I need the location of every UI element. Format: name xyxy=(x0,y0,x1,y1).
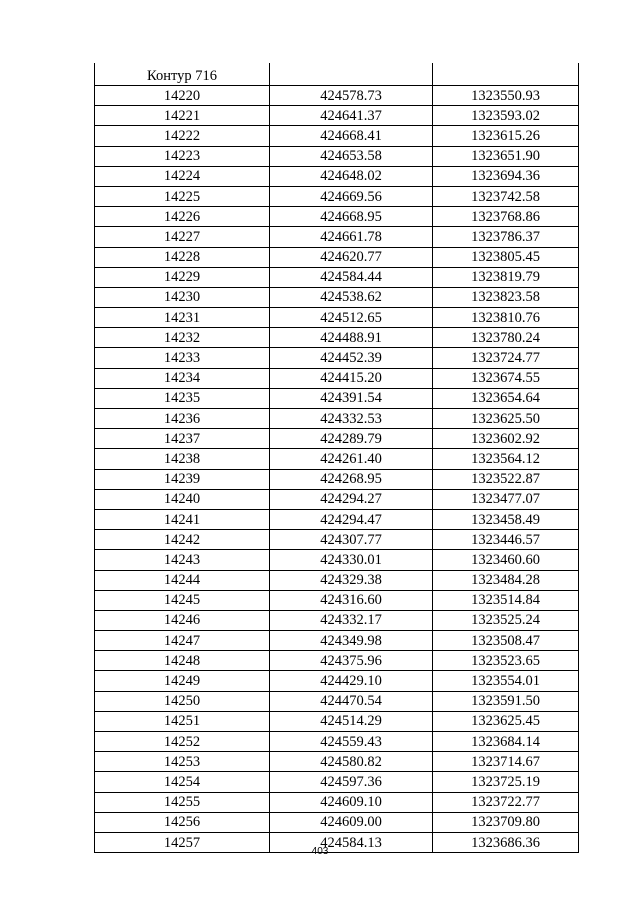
table-row xyxy=(95,146,579,166)
point-number-cell: 14235 xyxy=(95,388,270,408)
y-coordinate-cell: 1323458.49 xyxy=(433,509,579,529)
point-number-cell: 14222 xyxy=(95,126,270,146)
table-row xyxy=(95,570,579,590)
y-coordinate-cell: 1323819.79 xyxy=(433,267,579,287)
y-coordinate-cell: 1323714.67 xyxy=(433,752,579,772)
table-row xyxy=(95,610,579,630)
point-number-cell: 14256 xyxy=(95,812,270,832)
x-coordinate-cell: 424584.13 xyxy=(270,832,433,852)
x-coordinate-cell: 424514.29 xyxy=(270,711,433,731)
point-number-cell: 14226 xyxy=(95,207,270,227)
table-row xyxy=(95,126,579,146)
table-row xyxy=(95,106,579,126)
x-coordinate-cell: 424429.10 xyxy=(270,671,433,691)
x-coordinate-cell: 424349.98 xyxy=(270,631,433,651)
x-coordinate-cell: 424661.78 xyxy=(270,227,433,247)
table-row xyxy=(95,186,579,206)
y-coordinate-cell: 1323768.86 xyxy=(433,207,579,227)
y-coordinate-cell: 1323477.07 xyxy=(433,489,579,509)
point-number-cell: 14240 xyxy=(95,489,270,509)
table-row xyxy=(95,166,579,186)
table-row xyxy=(95,348,579,368)
table-row xyxy=(95,792,579,812)
table-row xyxy=(95,328,579,348)
y-coordinate-cell: 1323823.58 xyxy=(433,287,579,307)
point-number-cell: 14229 xyxy=(95,267,270,287)
table-row xyxy=(95,489,579,509)
contour-label: Контур 716 xyxy=(95,63,270,86)
point-number-cell: 14253 xyxy=(95,752,270,772)
table-row xyxy=(95,388,579,408)
x-coordinate-cell: 424391.54 xyxy=(270,388,433,408)
point-number-cell: 14241 xyxy=(95,509,270,529)
table-row xyxy=(95,449,579,469)
point-number-cell: 14254 xyxy=(95,772,270,792)
table-row xyxy=(95,812,579,832)
table-row xyxy=(95,287,579,307)
x-coordinate-cell: 424268.95 xyxy=(270,469,433,489)
y-coordinate-cell: 1323651.90 xyxy=(433,146,579,166)
table-row xyxy=(95,711,579,731)
x-coordinate-cell: 424653.58 xyxy=(270,146,433,166)
y-coordinate-cell: 1323593.02 xyxy=(433,106,579,126)
x-coordinate-cell: 424470.54 xyxy=(270,691,433,711)
table-row xyxy=(95,651,579,671)
y-coordinate-cell: 1323684.14 xyxy=(433,732,579,752)
y-coordinate-cell: 1323564.12 xyxy=(433,449,579,469)
x-coordinate-cell: 424307.77 xyxy=(270,530,433,550)
y-coordinate-cell: 1323625.45 xyxy=(433,711,579,731)
table-row xyxy=(95,469,579,489)
point-number-cell: 14257 xyxy=(95,832,270,852)
table-row xyxy=(95,207,579,227)
contour-header-row xyxy=(95,63,579,86)
y-coordinate-cell: 1323780.24 xyxy=(433,328,579,348)
y-coordinate-cell: 1323602.92 xyxy=(433,429,579,449)
point-number-cell: 14238 xyxy=(95,449,270,469)
y-coordinate-cell: 1323709.80 xyxy=(433,812,579,832)
y-coordinate-cell: 1323615.26 xyxy=(433,126,579,146)
x-coordinate-cell: 424512.65 xyxy=(270,308,433,328)
x-coordinate-cell: 424580.82 xyxy=(270,752,433,772)
point-number-cell: 14243 xyxy=(95,550,270,570)
y-coordinate-cell: 1323522.87 xyxy=(433,469,579,489)
table-row xyxy=(95,368,579,388)
point-number-cell: 14227 xyxy=(95,227,270,247)
point-number-cell: 14228 xyxy=(95,247,270,267)
table-row xyxy=(95,550,579,570)
x-coordinate-cell: 424584.44 xyxy=(270,267,433,287)
x-coordinate-cell: 424375.96 xyxy=(270,651,433,671)
y-coordinate-cell: 1323810.76 xyxy=(433,308,579,328)
point-number-cell: 14246 xyxy=(95,610,270,630)
point-number-cell: 14233 xyxy=(95,348,270,368)
y-coordinate-cell: 1323742.58 xyxy=(433,186,579,206)
table-row xyxy=(95,752,579,772)
x-coordinate-cell: 424452.39 xyxy=(270,348,433,368)
x-coordinate-cell: 424329.38 xyxy=(270,570,433,590)
y-coordinate-cell: 1323786.37 xyxy=(433,227,579,247)
point-number-cell: 14247 xyxy=(95,631,270,651)
y-coordinate-cell: 1323446.57 xyxy=(433,530,579,550)
point-number-cell: 14237 xyxy=(95,429,270,449)
point-number-cell: 14236 xyxy=(95,409,270,429)
x-coordinate-cell: 424620.77 xyxy=(270,247,433,267)
coordinates-table xyxy=(94,63,579,853)
y-coordinate-cell: 1323694.36 xyxy=(433,166,579,186)
y-coordinate-cell: 1323725.19 xyxy=(433,772,579,792)
x-coordinate-cell: 424597.36 xyxy=(270,772,433,792)
table-row xyxy=(95,409,579,429)
x-coordinate-cell: 424332.17 xyxy=(270,610,433,630)
table-row xyxy=(95,772,579,792)
table-row xyxy=(95,267,579,287)
x-coordinate-cell: 424330.01 xyxy=(270,550,433,570)
table-row xyxy=(95,691,579,711)
x-coordinate-cell: 424316.60 xyxy=(270,590,433,610)
point-number-cell: 14232 xyxy=(95,328,270,348)
table-row xyxy=(95,530,579,550)
x-coordinate-cell: 424332.53 xyxy=(270,409,433,429)
y-coordinate-cell: 1323514.84 xyxy=(433,590,579,610)
y-coordinate-cell: 1323686.36 xyxy=(433,832,579,852)
y-coordinate-cell: 1323460.60 xyxy=(433,550,579,570)
point-number-cell: 14242 xyxy=(95,530,270,550)
point-number-cell: 14252 xyxy=(95,732,270,752)
x-coordinate-cell: 424289.79 xyxy=(270,429,433,449)
table-row xyxy=(95,509,579,529)
point-number-cell: 14224 xyxy=(95,166,270,186)
x-coordinate-cell: 424641.37 xyxy=(270,106,433,126)
x-coordinate-cell: 424648.02 xyxy=(270,166,433,186)
point-number-cell: 14225 xyxy=(95,186,270,206)
table-row xyxy=(95,247,579,267)
y-coordinate-cell: 1323554.01 xyxy=(433,671,579,691)
point-number-cell: 14244 xyxy=(95,570,270,590)
x-coordinate-cell: 424669.56 xyxy=(270,186,433,206)
y-coordinate-cell: 1323674.55 xyxy=(433,368,579,388)
x-coordinate-cell: 424415.20 xyxy=(270,368,433,388)
table-body xyxy=(95,63,579,853)
table-row xyxy=(95,671,579,691)
x-coordinate-cell: 424609.10 xyxy=(270,792,433,812)
header-cell-x xyxy=(270,63,433,86)
y-coordinate-cell: 1323722.77 xyxy=(433,792,579,812)
point-number-cell: 14251 xyxy=(95,711,270,731)
table-row xyxy=(95,227,579,247)
y-coordinate-cell: 1323484.28 xyxy=(433,570,579,590)
y-coordinate-cell: 1323591.50 xyxy=(433,691,579,711)
x-coordinate-cell: 424294.47 xyxy=(270,509,433,529)
point-number-cell: 14255 xyxy=(95,792,270,812)
y-coordinate-cell: 1323525.24 xyxy=(433,610,579,630)
x-coordinate-cell: 424538.62 xyxy=(270,287,433,307)
y-coordinate-cell: 1323654.64 xyxy=(433,388,579,408)
x-coordinate-cell: 424578.73 xyxy=(270,86,433,106)
point-number-cell: 14234 xyxy=(95,368,270,388)
y-coordinate-cell: 1323625.50 xyxy=(433,409,579,429)
x-coordinate-cell: 424559.43 xyxy=(270,732,433,752)
y-coordinate-cell: 1323805.45 xyxy=(433,247,579,267)
x-coordinate-cell: 424668.95 xyxy=(270,207,433,227)
table-row xyxy=(95,429,579,449)
x-coordinate-cell: 424668.41 xyxy=(270,126,433,146)
point-number-cell: 14249 xyxy=(95,671,270,691)
point-number-cell: 14245 xyxy=(95,590,270,610)
point-number-cell: 14239 xyxy=(95,469,270,489)
table-row xyxy=(95,631,579,651)
table-row xyxy=(95,590,579,610)
y-coordinate-cell: 1323508.47 xyxy=(433,631,579,651)
point-number-cell: 14248 xyxy=(95,651,270,671)
x-coordinate-cell: 424609.00 xyxy=(270,812,433,832)
y-coordinate-cell: 1323724.77 xyxy=(433,348,579,368)
table-row xyxy=(95,732,579,752)
table-row xyxy=(95,86,579,106)
header-cell-y xyxy=(433,63,579,86)
x-coordinate-cell: 424261.40 xyxy=(270,449,433,469)
point-number-cell: 14250 xyxy=(95,691,270,711)
point-number-cell: 14223 xyxy=(95,146,270,166)
x-coordinate-cell: 424488.91 xyxy=(270,328,433,348)
table-row xyxy=(95,308,579,328)
y-coordinate-cell: 1323550.93 xyxy=(433,86,579,106)
point-number-cell: 14231 xyxy=(95,308,270,328)
point-number-cell: 14230 xyxy=(95,287,270,307)
coordinates-table-container xyxy=(94,63,578,853)
x-coordinate-cell: 424294.27 xyxy=(270,489,433,509)
y-coordinate-cell: 1323523.65 xyxy=(433,651,579,671)
page-number: 403 xyxy=(311,846,329,857)
point-number-cell: 14221 xyxy=(95,106,270,126)
point-number-cell: 14220 xyxy=(95,86,270,106)
